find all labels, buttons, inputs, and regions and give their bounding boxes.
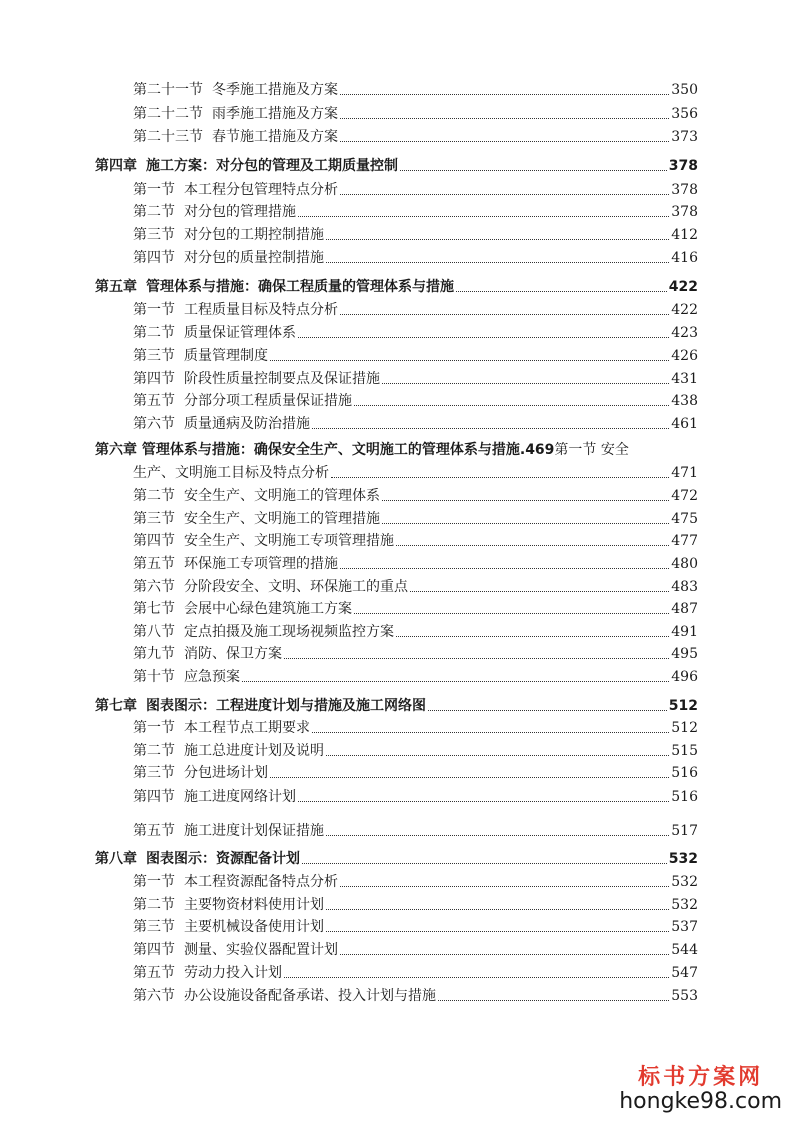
- toc-entry[interactable]: 第六节 质量通病及防治措施 461: [133, 416, 698, 432]
- toc-chapter-6-line1[interactable]: [95, 441, 629, 459]
- toc-entry[interactable]: 第三节 安全生产、文明施工的管理措施 475: [133, 511, 698, 527]
- toc-entry[interactable]: 第五节 环保施工专项管理的措施 480: [133, 556, 698, 572]
- toc-entry[interactable]: 第二十一节 冬季施工措施及方案 350: [133, 82, 698, 98]
- chapter-6-overflow: 第一节 安全: [554, 442, 629, 458]
- toc-entry[interactable]: 第五节 施工进度计划保证措施 517: [133, 823, 698, 839]
- chapter-6-title: 第六章 管理体系与措施：确保安全生产、文明施工的管理体系与措施.469: [95, 442, 555, 458]
- toc-chapter[interactable]: 第七章 图表图示：工程进度计划与措施及施工网络图 512: [95, 698, 698, 714]
- toc-entry[interactable]: 第四节 测量、实验仪器配置计划 544: [133, 942, 698, 958]
- toc-entry[interactable]: 第三节 分包进场计划 516: [133, 765, 698, 781]
- toc-entry[interactable]: 第十节 应急预案 496: [133, 669, 698, 685]
- toc-chapter[interactable]: 第五章 管理体系与措施：确保工程质量的管理体系与措施 422: [95, 279, 698, 295]
- toc-chapter[interactable]: 第八章 图表图示：资源配备计划 532: [95, 851, 698, 867]
- toc-entry[interactable]: 第一节 本工程分包管理特点分析 378: [133, 182, 698, 198]
- site-watermark: [619, 1060, 782, 1114]
- watermark-url: hongke98.com: [619, 1089, 782, 1114]
- toc-entry[interactable]: 第二节 质量保证管理体系 423: [133, 325, 698, 341]
- toc-entry[interactable]: 第四节 安全生产、文明施工专项管理措施 477: [133, 533, 698, 549]
- toc-entry[interactable]: 第二节 对分包的管理措施 378: [133, 204, 698, 220]
- watermark-cn: 标书方案网: [638, 1064, 764, 1090]
- toc-entry[interactable]: 第一节 工程质量目标及特点分析 422: [133, 302, 698, 318]
- toc-entry[interactable]: 第六节 办公设施设备配备承诺、投入计划与措施 553: [133, 988, 698, 1004]
- toc-entry[interactable]: 第六节 分阶段安全、文明、环保施工的重点 483: [133, 579, 698, 595]
- toc-entry[interactable]: 生产、文明施工目标及特点分析 471: [133, 465, 698, 481]
- toc-entry[interactable]: 第九节 消防、保卫方案 495: [133, 646, 698, 662]
- toc-entry[interactable]: 第二十二节 雨季施工措施及方案 356: [133, 106, 698, 122]
- toc-entry[interactable]: 第四节 阶段性质量控制要点及保证措施 431: [133, 371, 698, 387]
- toc-entry[interactable]: 第三节 对分包的工期控制措施 412: [133, 227, 698, 243]
- toc-entry[interactable]: 第一节 本工程资源配备特点分析 532: [133, 874, 698, 890]
- toc-entry[interactable]: 第八节 定点拍摄及施工现场视频监控方案 491: [133, 624, 698, 640]
- toc-entry[interactable]: 第四节 施工进度网络计划 516: [133, 789, 698, 805]
- toc-entry[interactable]: 第四节 对分包的质量控制措施 416: [133, 250, 698, 266]
- toc-entry[interactable]: 第三节 主要机械设备使用计划 537: [133, 919, 698, 935]
- toc-entry[interactable]: 第二十三节 春节施工措施及方案 373: [133, 129, 698, 145]
- toc-chapter[interactable]: 第四章 施工方案：对分包的管理及工期质量控制 378: [95, 158, 698, 174]
- toc-entry[interactable]: 第三节 质量管理制度 426: [133, 348, 698, 364]
- toc-entry[interactable]: 第五节 分部分项工程质量保证措施 438: [133, 393, 698, 409]
- toc-entry[interactable]: 第二节 施工总进度计划及说明 515: [133, 743, 698, 759]
- toc-entry[interactable]: 第五节 劳动力投入计划 547: [133, 965, 698, 981]
- toc-entry[interactable]: 第二节 安全生产、文明施工的管理体系 472: [133, 488, 698, 504]
- toc-entry[interactable]: 第七节 会展中心绿色建筑施工方案 487: [133, 601, 698, 617]
- toc-entry[interactable]: 第二节 主要物资材料使用计划 532: [133, 897, 698, 913]
- toc-entry[interactable]: 第一节 本工程节点工期要求 512: [133, 720, 698, 736]
